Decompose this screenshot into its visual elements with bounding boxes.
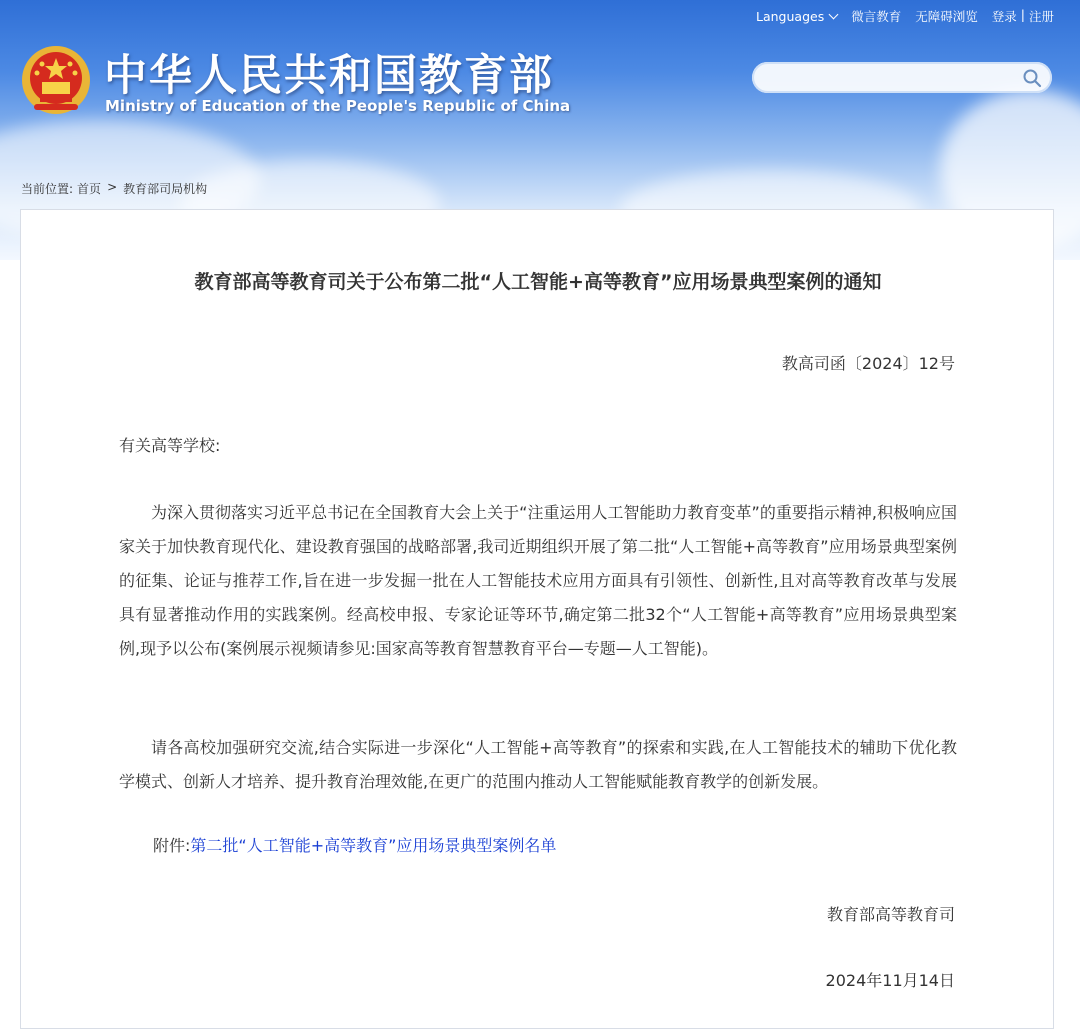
search-box bbox=[752, 62, 1052, 93]
body-paragraph: 为深入贯彻落实习近平总书记在全国教育大会上关于“注重运用人工智能助力教育变革”的重要指示精神,积极响应国家关于加快教育现代化、建设教育强国的战略部署,我司近期组织开展了第二批“人工智能+高等教育”应用场景典型案例的征集、论证与推荐工作,旨在进一步发掘一批在人工智能技术应用方面具有引领性、创新性,且对高等教育改革与发展具有显著推动作用的实践案例。经高校申报、专家论证等环节,确定第二批32个“人工智能+高等教育”应用场景典型案例,现予以公布(案例展示视频请参见:国家高等教育智慧教育平台—专题—人工智能)。 bbox=[119, 503, 957, 658]
signature: 教育部高等教育司 bbox=[826, 905, 955, 924]
national-emblem-icon bbox=[20, 44, 92, 116]
article-title: 教育部高等教育司关于公布第二批“人工智能+高等教育”应用场景典型案例的通知 bbox=[194, 271, 882, 293]
divider: | bbox=[1020, 7, 1025, 22]
publish-date: 2024年11月14日 bbox=[825, 971, 955, 990]
article-container bbox=[20, 209, 1054, 1029]
breadcrumb bbox=[21, 180, 207, 197]
search-icon[interactable] bbox=[1022, 68, 1042, 88]
languages-dropdown[interactable] bbox=[756, 7, 837, 25]
top-links bbox=[756, 7, 1054, 25]
login-link[interactable]: 登录 bbox=[991, 9, 1017, 24]
attachment bbox=[153, 833, 556, 856]
languages-label: Languages bbox=[756, 8, 825, 24]
search-input[interactable] bbox=[766, 68, 1020, 89]
accessibility-link[interactable]: 无障碍浏览 bbox=[915, 9, 978, 24]
addressee: 有关高等学校: bbox=[119, 436, 221, 455]
breadcrumb-current[interactable]: 教育部司局机构 bbox=[123, 182, 208, 196]
breadcrumb-label: 当前位置: bbox=[21, 182, 74, 196]
breadcrumb-separator: > bbox=[107, 180, 118, 194]
breadcrumb-home[interactable]: 首页 bbox=[77, 182, 102, 196]
account-links bbox=[992, 7, 1054, 25]
site-title-en: Ministry of Education of the People's Republic of China bbox=[105, 97, 571, 115]
body-paragraph: 请各高校加强研究交流,结合实际进一步深化“人工智能+高等教育”的探索和实践,在人工智能技术的辅助下优化教学模式、创新人才培养、提升教育治理效能,在更广的范围内推动人工智能赋能教育教学的创新发展。 bbox=[119, 738, 957, 791]
attachment-link[interactable]: 第二批“人工智能+高等教育”应用场景典型案例名单 bbox=[190, 836, 557, 855]
weibo-link[interactable]: 微言教育 bbox=[851, 9, 902, 24]
attachment-label: 附件: bbox=[153, 836, 191, 855]
site-title-cn: 中华人民共和国教育部 bbox=[104, 51, 554, 101]
register-link[interactable]: 注册 bbox=[1028, 9, 1054, 24]
chevron-down-icon bbox=[829, 9, 839, 19]
document-number: 教高司函〔2024〕12号 bbox=[781, 354, 955, 373]
